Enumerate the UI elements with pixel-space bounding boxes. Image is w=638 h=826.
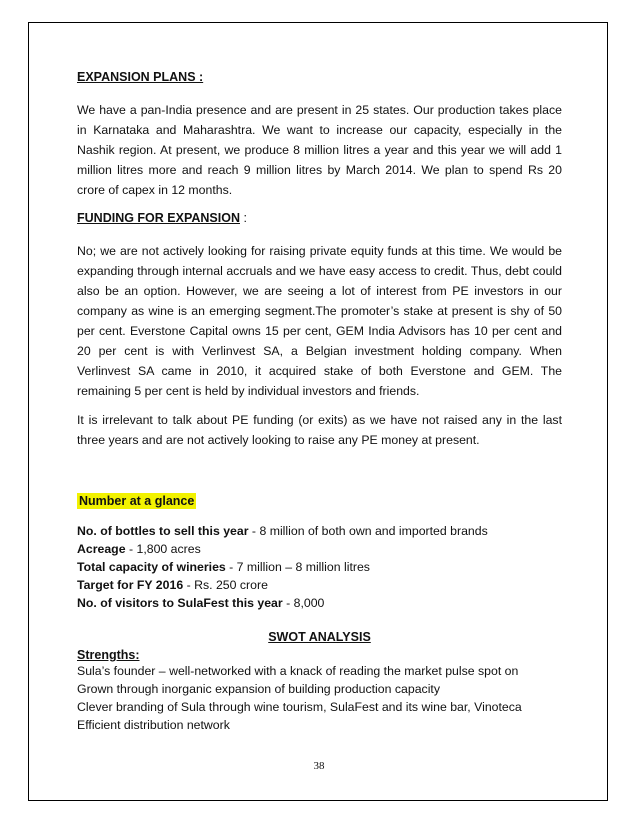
page-number: 38	[313, 760, 325, 772]
swot-title: SWOT ANALYSIS	[268, 630, 371, 644]
page-content	[77, 70, 562, 734]
fact-value: - 7 million – 8 million litres	[225, 560, 370, 574]
funding-heading: FUNDING FOR EXPANSION	[77, 211, 240, 225]
strength-item: Efficient distribution network	[77, 718, 230, 732]
funding-paragraph-2: It is irrelevant to talk about PE funding (or exits) as we have not raised any in the last three years and are not actively looking to raise any PE money at present.	[77, 413, 562, 447]
fact-value: - 8,000	[282, 596, 325, 610]
funding-heading-suffix: :	[239, 211, 247, 225]
fact-row	[77, 576, 562, 594]
funding-heading-line	[77, 211, 562, 225]
strength-item: Clever branding of Sula through wine tourism, SulaFest and its wine bar, Vinoteca	[77, 700, 522, 714]
strength-item: Sula’s founder – well-networked with a knack of reading the market pulse spot on	[77, 664, 519, 678]
glance-heading: Number at a glance	[79, 494, 195, 508]
expansion-heading: EXPANSION PLANS :	[77, 70, 204, 84]
fact-value: - 8 million of both own and imported brands	[248, 524, 488, 538]
strengths-list	[77, 662, 562, 734]
glance-facts	[77, 522, 562, 612]
fact-label: Target for FY 2016	[77, 578, 184, 592]
glance-heading-wrap	[77, 492, 562, 510]
fact-value: - 1,800 acres	[125, 542, 201, 556]
fact-label: Acreage	[77, 542, 126, 556]
fact-label: No. of bottles to sell this year	[77, 524, 249, 538]
fact-row	[77, 540, 562, 558]
fact-row	[77, 558, 562, 576]
strength-item: Grown through inorganic expansion of building production capacity	[77, 682, 440, 696]
funding-paragraph-1: No; we are not actively looking for raising private equity funds at this time. We would be expanding through internal accruals and we have easy access to credit. Thus, debt could also be an option. However, we are seeing a lot of interest from PE investors in our company as wine is an emerging segment.The promoter’s stake at present is shy of 50 per cent. Everstone Capital owns 15 per cent, GEM India Advisors has 10 per cent and 20 per cent is with Verlinvest SA, a Belgian investment holding company. When Verlinvest SA came in 2010, it acquired stake of both Everstone and GEM. The remaining 5 per cent is held by individual investors and friends.	[77, 244, 562, 398]
expansion-paragraph: We have a pan-India presence and are present in 25 states. Our production takes place in Karnataka and Maharashtra. We want to increase our capacity, especially in the Nashik region. At present, we produce 8 million litres a year and this year we will add 1 million litres more and reach 9 million litres by March 2014. We plan to spend Rs 20 crore of capex in 12 months.	[77, 103, 562, 197]
fact-row	[77, 594, 562, 612]
strengths-heading: Strengths:	[77, 648, 140, 662]
fact-value: - Rs. 250 crore	[183, 578, 268, 592]
fact-row	[77, 522, 562, 540]
fact-label: Total capacity of wineries	[77, 560, 226, 574]
fact-label: No. of visitors to SulaFest this year	[77, 596, 283, 610]
